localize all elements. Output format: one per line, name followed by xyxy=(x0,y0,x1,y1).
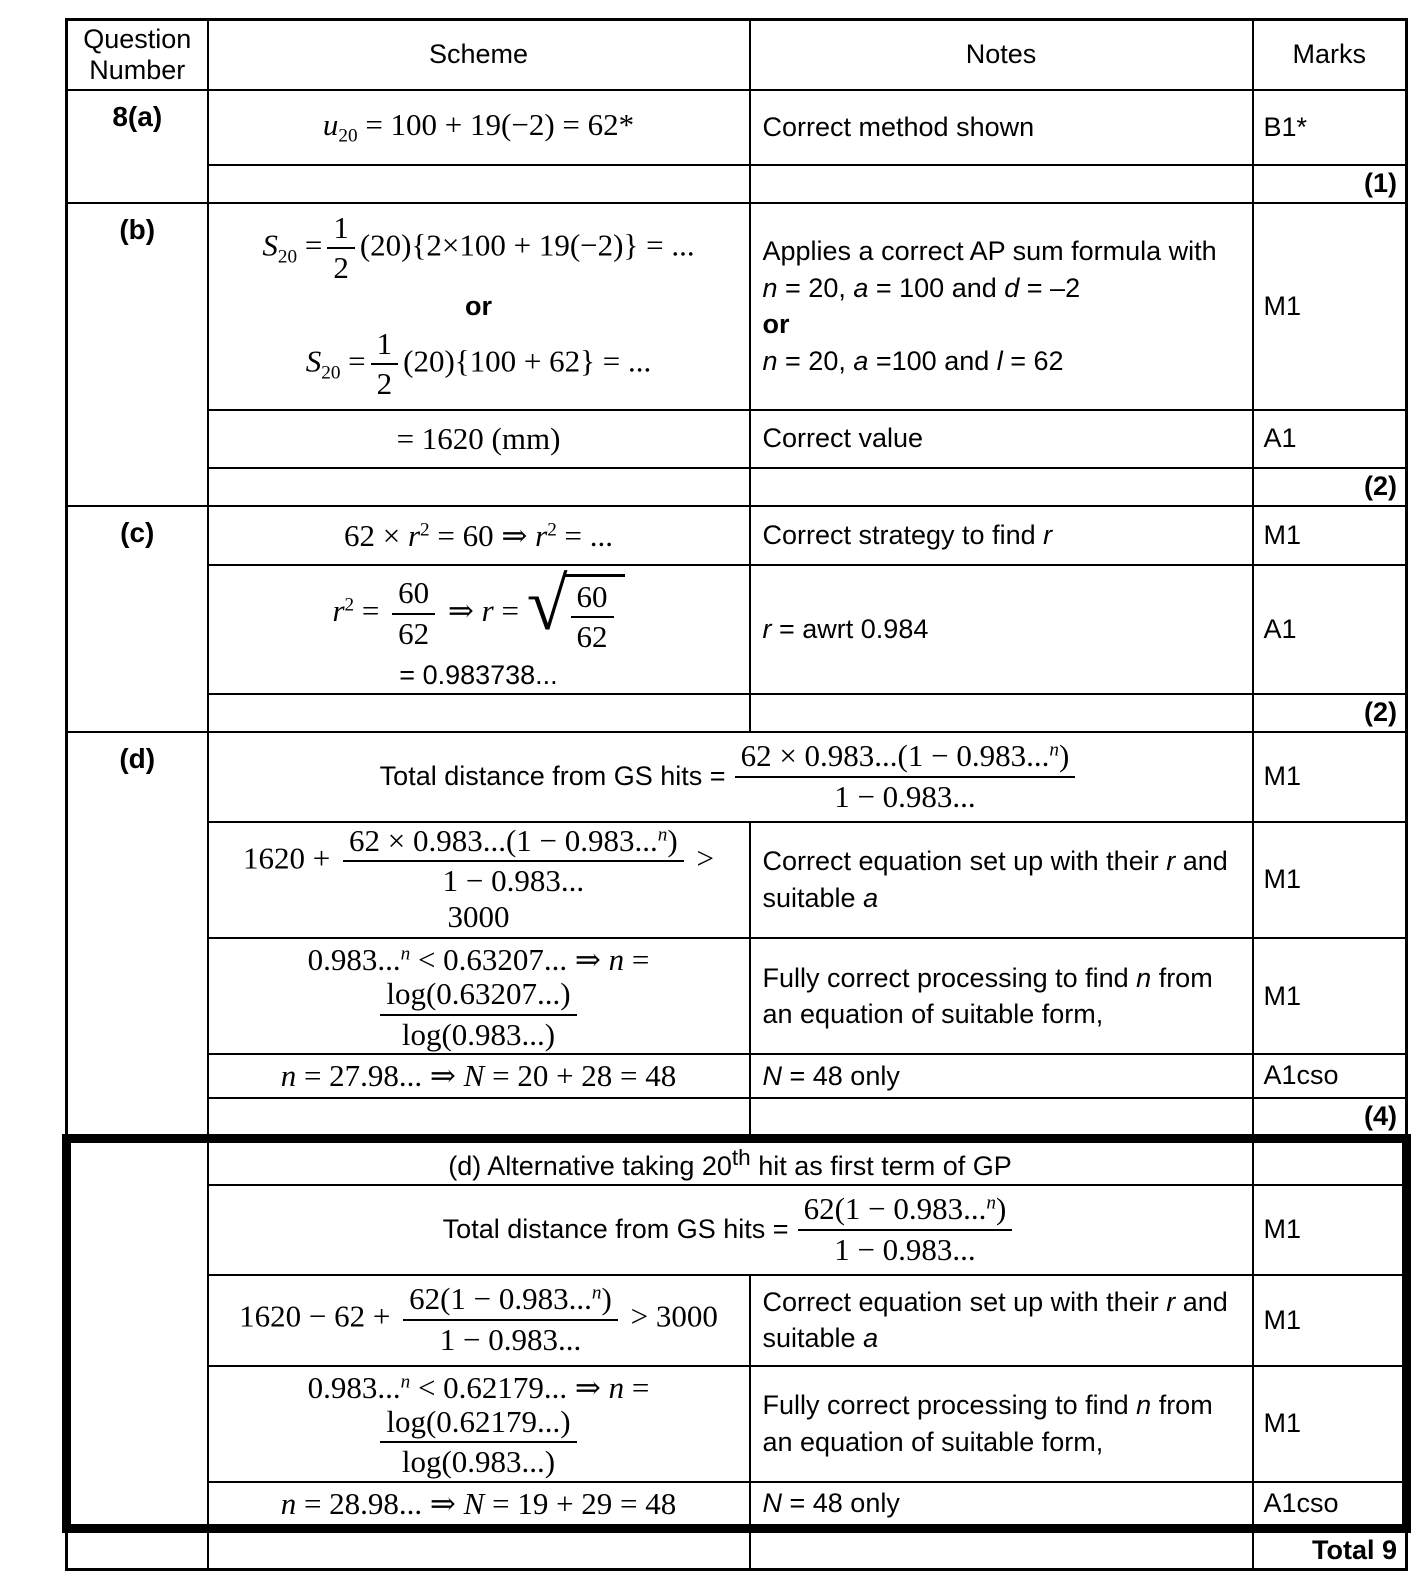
formula-c2-result: = 0.983738... xyxy=(399,659,558,690)
row-b xyxy=(67,203,1407,410)
empty-cell xyxy=(208,694,750,732)
scheme-cell-alt4 xyxy=(208,1482,750,1529)
question-label-c: (c) xyxy=(67,506,208,732)
subtotal-c: (2) xyxy=(1253,694,1407,732)
notes-cell-d3: Fully correct processing to find n from an equation of suitable form, xyxy=(750,938,1253,1054)
marks-cell-alt2: M1 xyxy=(1253,1275,1407,1366)
formula-alt3: 0.983...$^n$ < 0.62179... ⇒ n = $\frac{\log(0.62179...)}{\log(0.983...)}$ xyxy=(307,1369,650,1480)
formula-alt2: 1620 − 62 + $\frac{62(1 - 0.983...^n)}{1 - 0.983...}$ > 3000 xyxy=(239,1281,718,1358)
math-var: S xyxy=(262,227,278,263)
formula-d4: n = 27.98... ⇒ N = 20 + 28 = 48 xyxy=(280,1058,677,1094)
formula-d1: Total distance from GS hits = $\frac{62 \times 0.983...(1 - 0.983...^n)}{1 - 0.983...}$ xyxy=(215,740,1246,813)
notes-cell-alt2: Correct equation set up with their r and suitable a xyxy=(750,1275,1253,1366)
fraction: $\frac{60}{62}$ xyxy=(392,577,435,650)
radical-sign: √ xyxy=(526,564,568,646)
empty-cell xyxy=(750,468,1253,506)
alt-question-cell xyxy=(67,1138,208,1528)
scheme-cell-b2 xyxy=(208,410,750,468)
row-total xyxy=(67,1529,1407,1570)
subtotal-b: (2) xyxy=(1253,468,1407,506)
formula-b2 xyxy=(215,325,743,402)
marks-cell-d4: A1cso xyxy=(1253,1054,1407,1097)
row-alt-header xyxy=(67,1138,1407,1185)
notes-cell-alt3: Fully correct processing to find n from an equation of suitable form, xyxy=(750,1366,1253,1482)
row-alt3 xyxy=(67,1366,1407,1482)
marks-cell-alt1: M1 xyxy=(1253,1185,1407,1275)
note-or: or xyxy=(762,309,790,340)
math-var: u xyxy=(322,107,339,143)
math-text: = 100 + 19(−2) = 62* xyxy=(357,107,635,143)
marks-cell-d1: M1 xyxy=(1253,732,1407,822)
row-c1 xyxy=(67,506,1407,565)
math-sub: 20 xyxy=(277,245,298,267)
row-b2 xyxy=(67,410,1407,468)
note-line: Applies a correct AP sum formula with xyxy=(762,236,1217,267)
math-var: S xyxy=(305,343,322,379)
header-marks: Marks xyxy=(1253,20,1407,90)
scheme-cell-alt3 xyxy=(208,1366,750,1482)
question-label-d: (d) xyxy=(67,732,208,1138)
fraction: $\frac{\log(0.63207...)}{\log(0.983...)}$ xyxy=(380,978,576,1051)
math-text: = xyxy=(348,343,366,379)
subtotal-row-a xyxy=(67,165,1407,203)
scheme-cell-alt2 xyxy=(208,1275,750,1366)
empty-cell xyxy=(1253,1138,1407,1185)
marks-cell-8a: B1* xyxy=(1253,90,1407,165)
notes-cell-alt4: N = 48 only xyxy=(750,1482,1253,1529)
row-d2 xyxy=(67,822,1407,938)
square-root xyxy=(526,564,625,655)
subtotal-a: (1) xyxy=(1253,165,1407,203)
formula-alt4: n = 28.98... ⇒ N = 19 + 29 = 48 xyxy=(280,1485,677,1521)
header-question-number: Question Number xyxy=(67,20,208,90)
scheme-cell-d4 xyxy=(208,1054,750,1097)
formula-alt1: Total distance from GS hits = $\frac{62(1 - 0.983...^n)}{1 - 0.983...}$ xyxy=(215,1193,1246,1266)
row-d1 xyxy=(67,732,1407,822)
fraction: $\frac{\log(0.62179...)}{\log(0.983...)}$ xyxy=(380,1406,576,1479)
mark-scheme-table xyxy=(62,18,1411,1571)
notes-cell-d2: Correct equation set up with their r and suitable a xyxy=(750,822,1253,938)
scheme-cell-d3 xyxy=(208,938,750,1054)
scheme-cell-b xyxy=(208,203,750,410)
header-notes: Notes xyxy=(750,20,1253,90)
scheme-cell-d2 xyxy=(208,822,750,938)
row-8a xyxy=(67,90,1407,165)
row-c2 xyxy=(67,565,1407,694)
math-text: (20){100 + 62} = ... xyxy=(403,343,652,379)
scheme-cell-c1 xyxy=(208,506,750,565)
empty-cell xyxy=(750,694,1253,732)
empty-cell xyxy=(208,468,750,506)
row-d3 xyxy=(67,938,1407,1054)
subtotal-d: (4) xyxy=(1253,1098,1407,1139)
fraction: $\frac{62(1 - 0.983...^n)}{1 - 0.983...}$ xyxy=(798,1193,1013,1266)
fraction: $\frac{62 \times 0.983...(1 - 0.983...^n)}{1 - 0.983...}$ xyxy=(343,825,684,898)
empty-cell xyxy=(67,1529,208,1570)
header-row xyxy=(67,20,1407,90)
empty-cell xyxy=(750,1098,1253,1139)
row-d4 xyxy=(67,1054,1407,1097)
formula-b3: = 1620 (mm) xyxy=(396,421,561,457)
scheme-notes-merged-alt1 xyxy=(208,1185,1253,1275)
scheme-cell-8a xyxy=(208,90,750,165)
marks-cell-d3: M1 xyxy=(1253,938,1407,1054)
marks-cell-b2: A1 xyxy=(1253,410,1407,468)
fraction xyxy=(327,209,355,286)
formula-8a xyxy=(215,106,743,148)
numerator: 1 xyxy=(371,328,399,366)
alt-header-cell xyxy=(208,1138,1253,1185)
math-sub: 20 xyxy=(338,125,358,147)
question-label-b: (b) xyxy=(67,203,208,506)
alt-header-text: (d) Alternative taking 20th hit as first term of GP xyxy=(448,1144,1012,1181)
fraction xyxy=(371,325,399,402)
notes-cell-c1: Correct strategy to find r xyxy=(750,506,1253,565)
numerator: 1 xyxy=(327,212,355,250)
math-sub: 20 xyxy=(321,361,341,383)
denominator: 2 xyxy=(333,250,349,286)
fraction: $\frac{62 \times 0.983...(1 - 0.983...^n)}{1 - 0.983...}$ xyxy=(735,740,1076,813)
formula-c2: $r^2$ = $\frac{60}{62}$ ⇒ r = √ $\frac{60}{62}$ xyxy=(215,574,743,654)
empty-cell xyxy=(208,1098,750,1139)
marks-cell-alt3: M1 xyxy=(1253,1366,1407,1482)
denominator: 2 xyxy=(376,366,393,402)
marks-cell-b: M1 xyxy=(1253,203,1407,410)
math-text: = xyxy=(304,227,323,263)
header-scheme: Scheme xyxy=(208,20,750,90)
marks-cell-c1: M1 xyxy=(1253,506,1407,565)
empty-cell xyxy=(750,1529,1253,1570)
scheme-notes-merged-d1 xyxy=(208,732,1253,822)
notes-cell-b2: Correct value xyxy=(750,410,1253,468)
note-line: n = 20, a = 100 and d = –2 xyxy=(762,272,1081,303)
notes-cell-c2: r = awrt 0.984 xyxy=(750,565,1253,694)
row-alt2 xyxy=(67,1275,1407,1366)
fraction: $\frac{60}{62}$ xyxy=(571,581,614,654)
formula-d2: 1620 + $\frac{62 \times 0.983...(1 - 0.983...^n)}{1 - 0.983...}$ > 3000 xyxy=(243,822,714,934)
marks-cell-alt4: A1cso xyxy=(1253,1482,1407,1529)
empty-cell xyxy=(208,1529,750,1570)
scheme-cell-c2 xyxy=(208,565,750,694)
math-text: (20){2×100 + 19(−2)} = ... xyxy=(359,227,695,263)
marks-cell-c2: A1 xyxy=(1253,565,1407,694)
note-line: n = 20, a =100 and l = 62 xyxy=(762,345,1064,376)
subtotal-row-c xyxy=(67,694,1407,732)
row-alt1 xyxy=(67,1185,1407,1275)
subtotal-row-d xyxy=(67,1098,1407,1139)
question-label-8a: 8(a) xyxy=(67,90,208,203)
formula-d3: 0.983...$^n$ < 0.63207... ⇒ n = $\frac{\log(0.63207...)}{\log(0.983...)}$ xyxy=(307,942,650,1052)
notes-cell-d4: N = 48 only xyxy=(750,1054,1253,1097)
empty-cell xyxy=(750,165,1253,203)
empty-cell xyxy=(208,165,750,203)
notes-cell-b xyxy=(750,203,1253,410)
formula-c1: $62 \times r^2 = 60$ ⇒ $r^2$ = ... xyxy=(343,517,614,553)
total-marks: Total 9 xyxy=(1253,1529,1407,1570)
fraction: $\frac{62(1 - 0.983...^n)}{1 - 0.983...}$ xyxy=(403,1283,618,1356)
formula-b1 xyxy=(215,209,743,286)
notes-cell-8a: Correct method shown xyxy=(750,90,1253,165)
marks-cell-d2: M1 xyxy=(1253,822,1407,938)
or-label: or xyxy=(465,290,492,321)
row-alt4 xyxy=(67,1482,1407,1529)
subtotal-row-b xyxy=(67,468,1407,506)
